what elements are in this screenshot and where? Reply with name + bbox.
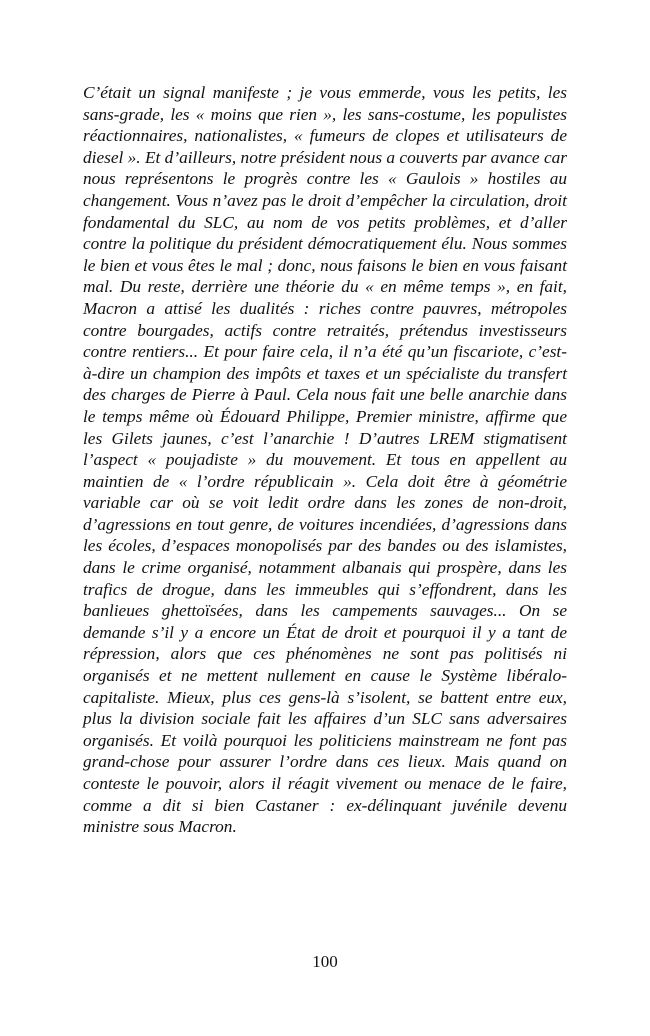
page-number: 100: [312, 952, 338, 971]
body-paragraph: C’était un signal manifeste ; je vous emmerde, vous les petits, les sans-grade, les « moins que rien », les sans-costume, les populistes réactionnaires, nationalistes, « fumeurs de clopes et utilisateurs de diesel ». Et d’ailleurs, notre président nous a couverts par avance car nous représentons le progrès contre les « Gaulois » hostiles au changement. Vous n’avez pas le droit d’empêcher la circulation, droit fondamental du SLC, au nom de vos petits problèmes, et d’aller contre la politique du président démocratiquement élu. Nous sommes le bien et vous êtes le mal ; donc, nous faisons le bien en vous faisant mal. Du reste, derrière une théorie du « en même temps », en fait, Macron a attisé les dualités : riches contre pauvres, métropoles contre bourgades, actifs contre retraités, prétendus investisseurs contre rentiers... Et pour faire cela, il n’a été qu’un fiscariote, c’est-à-dire un champion des impôts et taxes et un spécialiste du transfert des charges de Pierre à Paul. Cela nous fait une belle anarchie dans le temps même où Édouard Philippe, Premier ministre, affirme que les Gilets jaunes, c’est l’anarchie ! D’autres LREM stigmatisent l’aspect « poujadiste » du mouvement. Et tous en appellent au maintien de « l’ordre républicain ». Cela doit être à géométrie variable car où se voit ledit ordre dans les zones de non-droit, d’agressions en tout genre, de voitures incendiées, d’agressions dans les écoles, d’espaces monopolisés par des bandes ou des islamistes, dans le crime organisé, notamment albanais qui prospère, dans les trafics de drogue, dans les immeubles qui s’effondrent, dans les banlieues ghettoïsées, dans les campements sauvages... On se demande s’il y a encore un État de droit et pourquoi il y a tant de répression, alors que ces phénomènes ne sont pas politisés ni organisés et ne mettent nullement en cause le Système libéralo-capitaliste. Mieux, plus ces gens-là s’isolent, se battent entre eux, plus la division sociale fait les affaires d’un SLC sans adversaires organisés. Et voilà pourquoi les politiciens mainstream ne font pas grand-chose pour assurer l’ordre dans ces lieux. Mais quand on conteste le pouvoir, alors il réagit vivement ou menace de le faire, comme a dit si bien Castaner : ex-délinquant juvénile devenu ministre sous Macron.: [83, 83, 567, 837]
